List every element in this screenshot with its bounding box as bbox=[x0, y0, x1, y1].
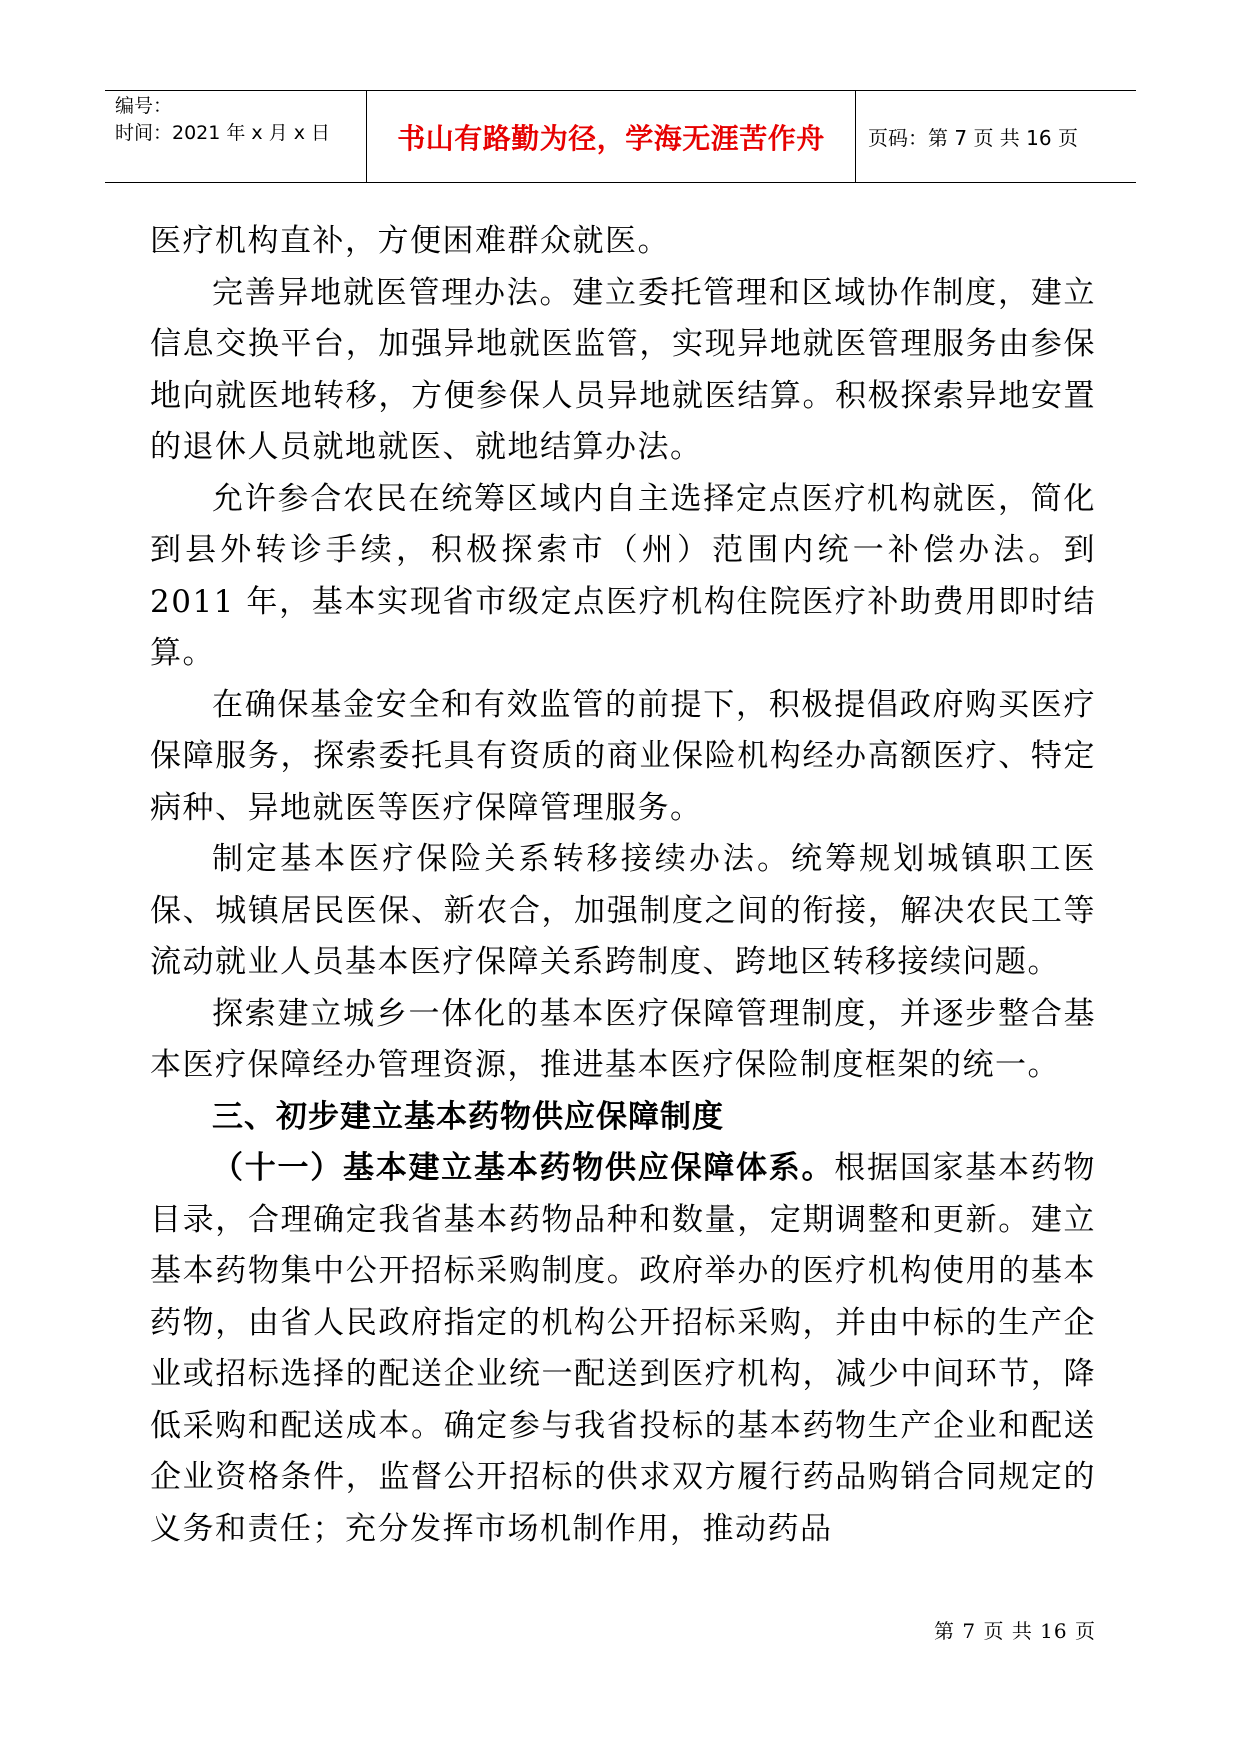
paragraph-7-text: 根据国家基本药物目录，合理确定我省基本药物品种和数量，定期调整和更新。建立基本药物集中公开招标采购制度。政府举办的医疗机构使用的基本药物，由省人民政府指定的机构公开招标采购，并由中标的生产企业或招标选择的配送企业统一配送到医疗机构，减少中间环节，降低采购和配送成本。确定参与我省投标的基本药物生产企业和配送企业资格条件，监督公开招标的供求双方履行药品购销合同规定的义务和责任；充分发挥市场机制作用，推动药品 bbox=[150, 1150, 1096, 1547]
header-meta bbox=[105, 91, 367, 182]
document-number-label: 编号： bbox=[115, 95, 173, 117]
document-body bbox=[150, 216, 1096, 1555]
paragraph-3: 允许参合农民在统筹区域内自主选择定点医疗机构就医，简化到县外转诊手续，积极探索市（州）范围内统一补偿办法。到 2011 年，基本实现省市级定点医疗机构住院医疗补助费用即时结算。 bbox=[150, 480, 1096, 671]
page-header bbox=[105, 90, 1136, 183]
header-page-info: 页码：第 7 页 共 16 页 bbox=[868, 126, 1078, 150]
page-footer: 第 7 页 共 16 页 bbox=[934, 1619, 1096, 1643]
paragraph-6: 探索建立城乡一体化的基本医疗保障管理制度，并逐步整合基本医疗保障经办管理资源，推进基本医疗保险制度框架的统一。 bbox=[150, 995, 1096, 1083]
paragraph-7-lead: （十一）基本建立基本药物供应保障体系。 bbox=[212, 1150, 835, 1186]
paragraph-5: 制定基本医疗保险关系转移接续办法。统筹规划城镇职工医保、城镇居民医保、新农合，加强制度之间的衔接，解决农民工等流动就业人员基本医疗保障关系跨制度、跨地区转移接续问题。 bbox=[150, 841, 1096, 980]
paragraph-7 bbox=[150, 1143, 1096, 1555]
paragraph-1: 医疗机构直补，方便困难群众就医。 bbox=[150, 223, 670, 259]
paragraph-4: 在确保基金安全和有效监管的前提下，积极提倡政府购买医疗保障服务，探索委托具有资质的商业保险机构经办高额医疗、特定病种、异地就医等医疗保障管理服务。 bbox=[150, 686, 1096, 826]
paragraph-2: 完善异地就医管理办法。建立委托管理和区域协作制度，建立信息交换平台，加强异地就医监管，实现异地就医管理服务由参保地向就医地转移，方便参保人员异地就医结算。积极探索异地安置的退休人员就地就医、就地结算办法。 bbox=[150, 274, 1096, 465]
header-motto: 书山有路勤为径，学海无涯苦作舟 bbox=[397, 121, 825, 155]
header-motto-cell bbox=[367, 91, 856, 182]
document-time: 时间：2021 年 x 月 x 日 bbox=[115, 122, 331, 144]
section-heading: 三、初步建立基本药物供应保障制度 bbox=[212, 1098, 724, 1135]
header-page-cell bbox=[856, 91, 1136, 182]
